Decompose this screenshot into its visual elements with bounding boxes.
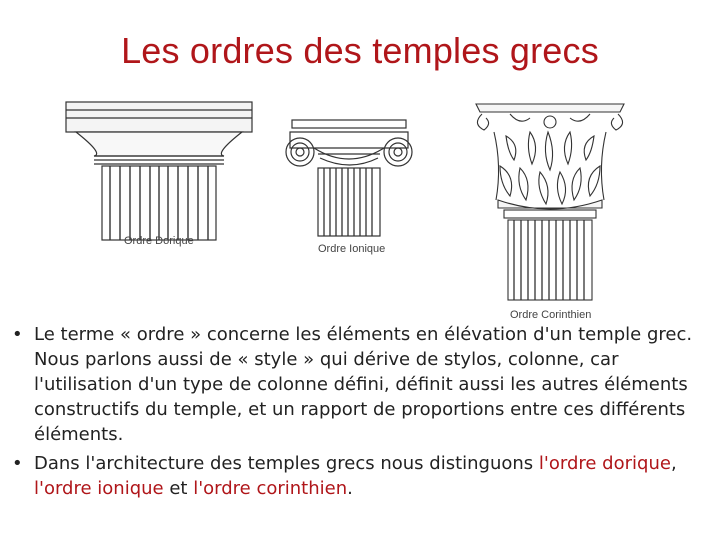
bullet-text: Dans l'architecture des temples grecs nous distinguons: [34, 453, 539, 474]
bullet-marker: •: [12, 324, 23, 345]
highlight-ionic: l'ordre ionique: [34, 478, 164, 499]
sentence-end: .: [347, 478, 353, 499]
doric-capital-illustration: [64, 96, 254, 246]
bullet-text: Le terme « ordre » concerne les éléments en élévation d'un temple grec. Nous parlons aussi de « style » qui dérive de stylos, colonne, car l'utilisation d'un type de colonne défini, définit aussi les autres éléments constructifs du temple, et un rapport de proportions entre ces différents éléments.: [34, 324, 693, 445]
bullet-marker: •: [12, 453, 23, 474]
ionic-capital-illustration: [284, 118, 414, 238]
ionic-caption: Ordre Ionique: [318, 243, 386, 255]
corinthian-caption: Ordre Corinthien: [510, 309, 592, 321]
doric-caption: Ordre Dorique: [124, 235, 194, 247]
corinthian-capital-illustration: [470, 96, 630, 302]
bullet-list: [12, 322, 712, 505]
separator: et: [163, 478, 194, 499]
bullet-item-1: [12, 322, 712, 447]
slide-title: Les ordres des temples grecs: [121, 30, 599, 71]
highlight-doric: l'ordre dorique: [538, 453, 671, 474]
highlight-corinthian: l'ordre corinthien: [193, 478, 348, 499]
bullet-item-2: [12, 451, 712, 501]
separator: ,: [670, 453, 677, 474]
